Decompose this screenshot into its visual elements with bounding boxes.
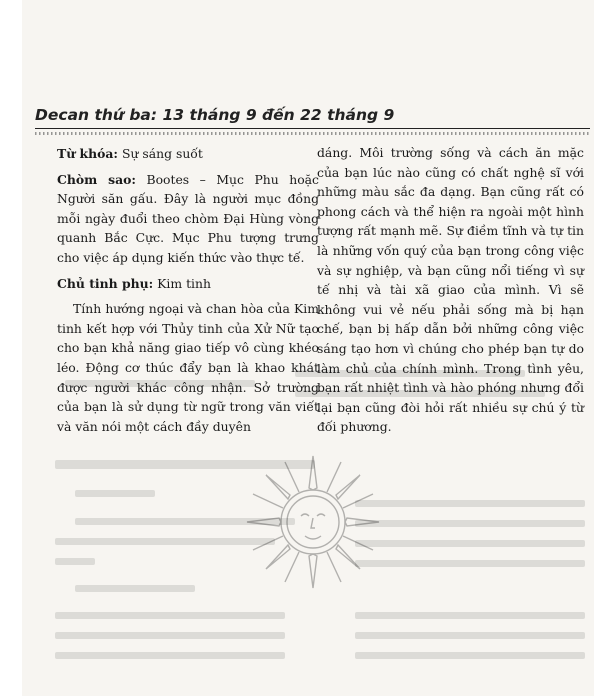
right-column [317,143,584,443]
sun-face-icon [243,452,383,592]
right-body-paragraph: dáng. Môi trường sống và cách ăn mặc của bạn lúc nào cũng có chất nghệ sĩ với những màu sắc đa dạng. Bạn cũng rất có phong cách và thể hiện ra ngoài một hình tượng rất mạnh mẽ. Sự điềm tĩnh và tự tin là những vốn quý của bạn trong công việc và sự nghiệp, và bạn cũng nổi tiếng vì sự tế nhị và tài xã giao của mình. Vì sẽ không vui vẻ nếu phải sống mà bị hạn chế, bạn bị hấp dẫn bởi những công việc sáng tạo hơn vì chúng cho phép bạn tự do làm chủ của chính mình. Trong tình yêu, bạn rất nhiệt tình và hào phóng nhưng đổi lại bạn cũng đòi hỏi rất nhiều sự chú ý từ đối phương. [317,145,584,435]
left-body-paragraph: Tính hướng ngoại và chan hòa của Kim tinh kết hợp với Thủy tinh của Xử Nữ tạo cho bạn khả năng giao tiếp vô cùng khéo léo. Động cơ thúc đẩy bạn là khao khát được người khác công nhận. Sở trường của bạn là sử dụng từ ngữ trong văn viết và văn nói một cách đầy duyên [57,301,319,434]
heading-rule [35,128,590,129]
ruler-line [57,274,319,294]
left-column [57,144,319,442]
section-heading: Decan thứ ba: 13 tháng 9 đến 22 tháng 9 [35,106,395,124]
ruler-value: Kim tinh [153,275,211,291]
ruler-label: Chủ tinh phụ: [57,275,154,291]
keyword-line [57,144,319,164]
constellation-paragraph [57,170,319,268]
heading-dotted-rule [35,132,590,135]
keyword-value: Sự sáng suốt [118,146,203,161]
constellation-label: Chòm sao: [57,171,136,187]
keyword-label: Từ khóa: [57,146,119,161]
constellation-text: Bootes – Mục Phu hoặc Người săn gấu. Đây là người mục đồng mỗi ngày đuổi theo chòm Đại Hùng vòng quanh Bắc Cực. Mục Phu tượng trưng cho việc áp dụng kiến thức vào thực tế. [57,171,319,265]
